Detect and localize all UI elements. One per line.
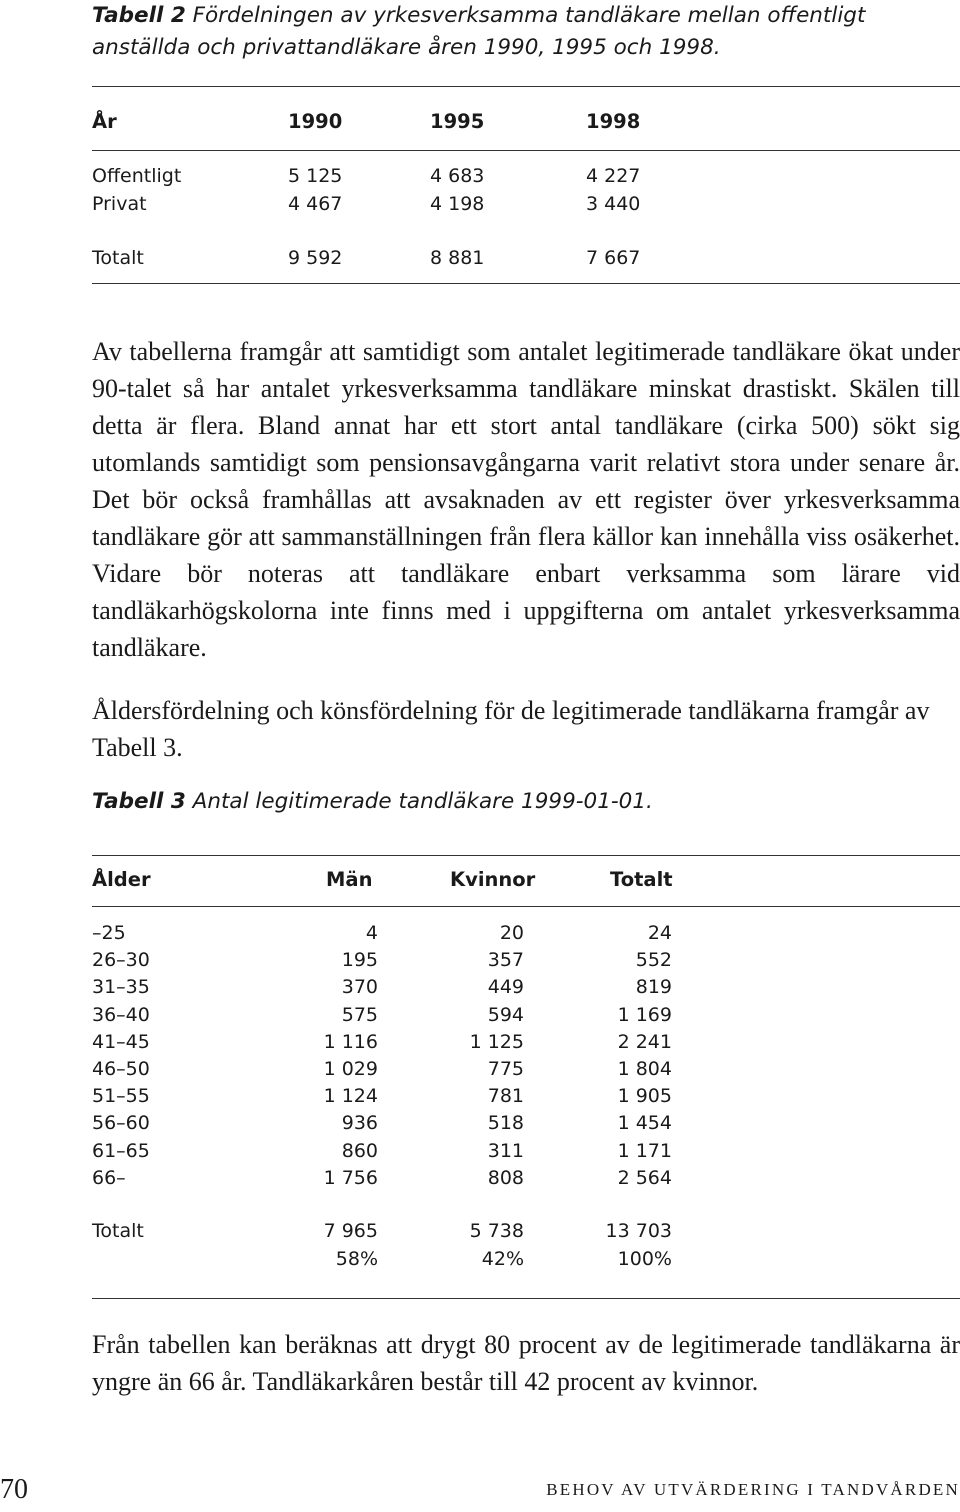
- table2-bottom-rule: [92, 283, 960, 284]
- table2-caption: [92, 0, 922, 64]
- table3-cell: 1 756: [323, 1167, 378, 1189]
- table2-header-rule: [92, 150, 960, 151]
- table2-cell: 8 881: [430, 247, 485, 269]
- table3-cell: 2 241: [617, 1031, 672, 1053]
- table2-top-rule: [92, 86, 960, 87]
- table-row: [92, 1165, 692, 1192]
- table3-cell: 41–45: [92, 1031, 150, 1053]
- table2-header-cell: 1998: [586, 110, 641, 133]
- table3-caption-text: Antal legitimerade tandläkare 1999-01-01.: [192, 789, 653, 814]
- table3-top-rule: [92, 855, 960, 856]
- table3-header-cell: Ålder: [92, 868, 151, 891]
- table2-cell: 4 683: [430, 165, 485, 187]
- table2-header-cell: År: [92, 110, 117, 133]
- table2-cell: 4 198: [430, 193, 485, 215]
- table3-cell: 5 738: [469, 1220, 524, 1242]
- table3-cell: 36–40: [92, 1004, 150, 1026]
- table2-cell: 3 440: [586, 193, 641, 215]
- table3-cell: 100%: [617, 1248, 672, 1270]
- table2-caption-text: Fördelningen av yrkesverksamma tandläkare mellan offentligt anställda och privattandläkare åren 1990, 1995 och 1998.: [92, 3, 866, 60]
- table3-cell: 370: [341, 976, 378, 998]
- table-row: [92, 1083, 692, 1110]
- table3-cell: 42%: [481, 1248, 524, 1270]
- table2-cell: 4 467: [288, 193, 343, 215]
- table3-cell: –25: [92, 922, 126, 944]
- table3-percent-row: [92, 1246, 692, 1273]
- table2-cell: 4 227: [586, 165, 641, 187]
- table3-cell: 4: [365, 922, 378, 944]
- table3-cell: 58%: [335, 1248, 378, 1270]
- table3-cell: 61–65: [92, 1140, 150, 1162]
- table3-cell: 7 965: [323, 1220, 378, 1242]
- table3-cell: 56–60: [92, 1112, 150, 1134]
- table3-cell: 819: [635, 976, 672, 998]
- table3-cell: 518: [487, 1112, 524, 1134]
- table3-cell: 1 116: [323, 1031, 378, 1053]
- table2-header-cell: 1990: [288, 110, 343, 133]
- table3-cell: 2 564: [617, 1167, 672, 1189]
- table3-cell: Totalt: [92, 1220, 144, 1242]
- table3-caption: [92, 786, 922, 818]
- table2-header-cell: 1995: [430, 110, 485, 133]
- table3-cell: 1 804: [617, 1058, 672, 1080]
- table3-cell: 781: [487, 1085, 524, 1107]
- table3-cell: 51–55: [92, 1085, 150, 1107]
- table-row: [92, 947, 692, 974]
- table-row: [92, 1029, 692, 1056]
- table2-cell: Offentligt: [92, 165, 182, 187]
- table3-cell: 26–30: [92, 949, 150, 971]
- table3-cell: 311: [487, 1140, 524, 1162]
- table-row: [92, 1002, 692, 1029]
- table3-header-cell: Män: [326, 868, 373, 891]
- table3-header-cell: Totalt: [610, 868, 673, 891]
- table-row: [92, 1110, 692, 1137]
- table3-cell: 66–: [92, 1167, 126, 1189]
- table3-cell: 195: [341, 949, 378, 971]
- table3-cell: 860: [341, 1140, 378, 1162]
- table3-cell: 24: [647, 922, 672, 944]
- table-row: [92, 1056, 692, 1083]
- table2-label: Tabell 2: [92, 3, 186, 28]
- table3-cell: 31–35: [92, 976, 150, 998]
- table2-cell: Totalt: [92, 247, 144, 269]
- table-row: [92, 920, 692, 947]
- table3-cell: 1 029: [323, 1058, 378, 1080]
- table3-cell: 1 454: [617, 1112, 672, 1134]
- body-paragraph-3: Från tabellen kan beräknas att drygt 80 procent av de legitimerade tandläkarna är yngre än 66 år. Tandläkarkåren består till 42 procent av kvinnor.: [92, 1330, 960, 1396]
- table3-cell: 808: [487, 1167, 524, 1189]
- page-number: 70: [0, 1474, 28, 1505]
- table3-cell: 1 124: [323, 1085, 378, 1107]
- table3-bottom-rule: [92, 1298, 960, 1299]
- table3-cell: 936: [341, 1112, 378, 1134]
- table3-cell: 20: [499, 922, 524, 944]
- table3-cell: 1 169: [617, 1004, 672, 1026]
- table2-cell: 9 592: [288, 247, 343, 269]
- table-row: [92, 1138, 692, 1165]
- table3-cell: 357: [487, 949, 524, 971]
- running-title: BEHOV AV UTVÄRDERING I TANDVÅRDEN: [546, 1480, 960, 1499]
- table3-total-row: [92, 1218, 692, 1245]
- table3-cell: 552: [635, 949, 672, 971]
- table3-cell: 13 703: [605, 1220, 672, 1242]
- table3-label: Tabell 3: [92, 789, 186, 814]
- table3-cell: 775: [487, 1058, 524, 1080]
- table2-cell: 5 125: [288, 165, 343, 187]
- body-paragraph-1: Av tabellerna framgår att samtidigt som antalet legitimerade tandläkare ökat under 90-talet så har antalet yrkesverksamma tandläkare minskat drastiskt. Skälen till detta är flera. Bland annat har ett stort antal tandläkare (cirka 500) sökt sig utomlands samtidigt som pensionsavgångarna varit relativt stora under senare år. Det bör också framhållas att avsaknaden av ett register över yrkesverksamma tandläkare gör att sammanställningen från flera källor kan innehålla viss osäkerhet. Vidare bör noteras att tandläkare enbart verksamma som lärare vid tandläkarhögskolorna inte finns med i uppgifterna om antalet yrkesverksamma tandläkare.: [92, 337, 960, 662]
- table2-cell: 7 667: [586, 247, 641, 269]
- table3-header-cell: Kvinnor: [450, 868, 536, 891]
- table2-cell: Privat: [92, 193, 147, 215]
- table3-cell: 1 125: [469, 1031, 524, 1053]
- table3-cell: 1 171: [617, 1140, 672, 1162]
- table3-cell: 575: [341, 1004, 378, 1026]
- table3-cell: 46–50: [92, 1058, 150, 1080]
- table3-cell: 1 905: [617, 1085, 672, 1107]
- table3-cell: 449: [487, 976, 524, 998]
- table-row: [92, 974, 692, 1001]
- table3-header-rule: [92, 906, 960, 907]
- table3-cell: 594: [487, 1004, 524, 1026]
- body-paragraph-2: Åldersfördelning och könsfördelning för de legitimerade tandläkarna framgår av Tabell 3.: [92, 696, 930, 762]
